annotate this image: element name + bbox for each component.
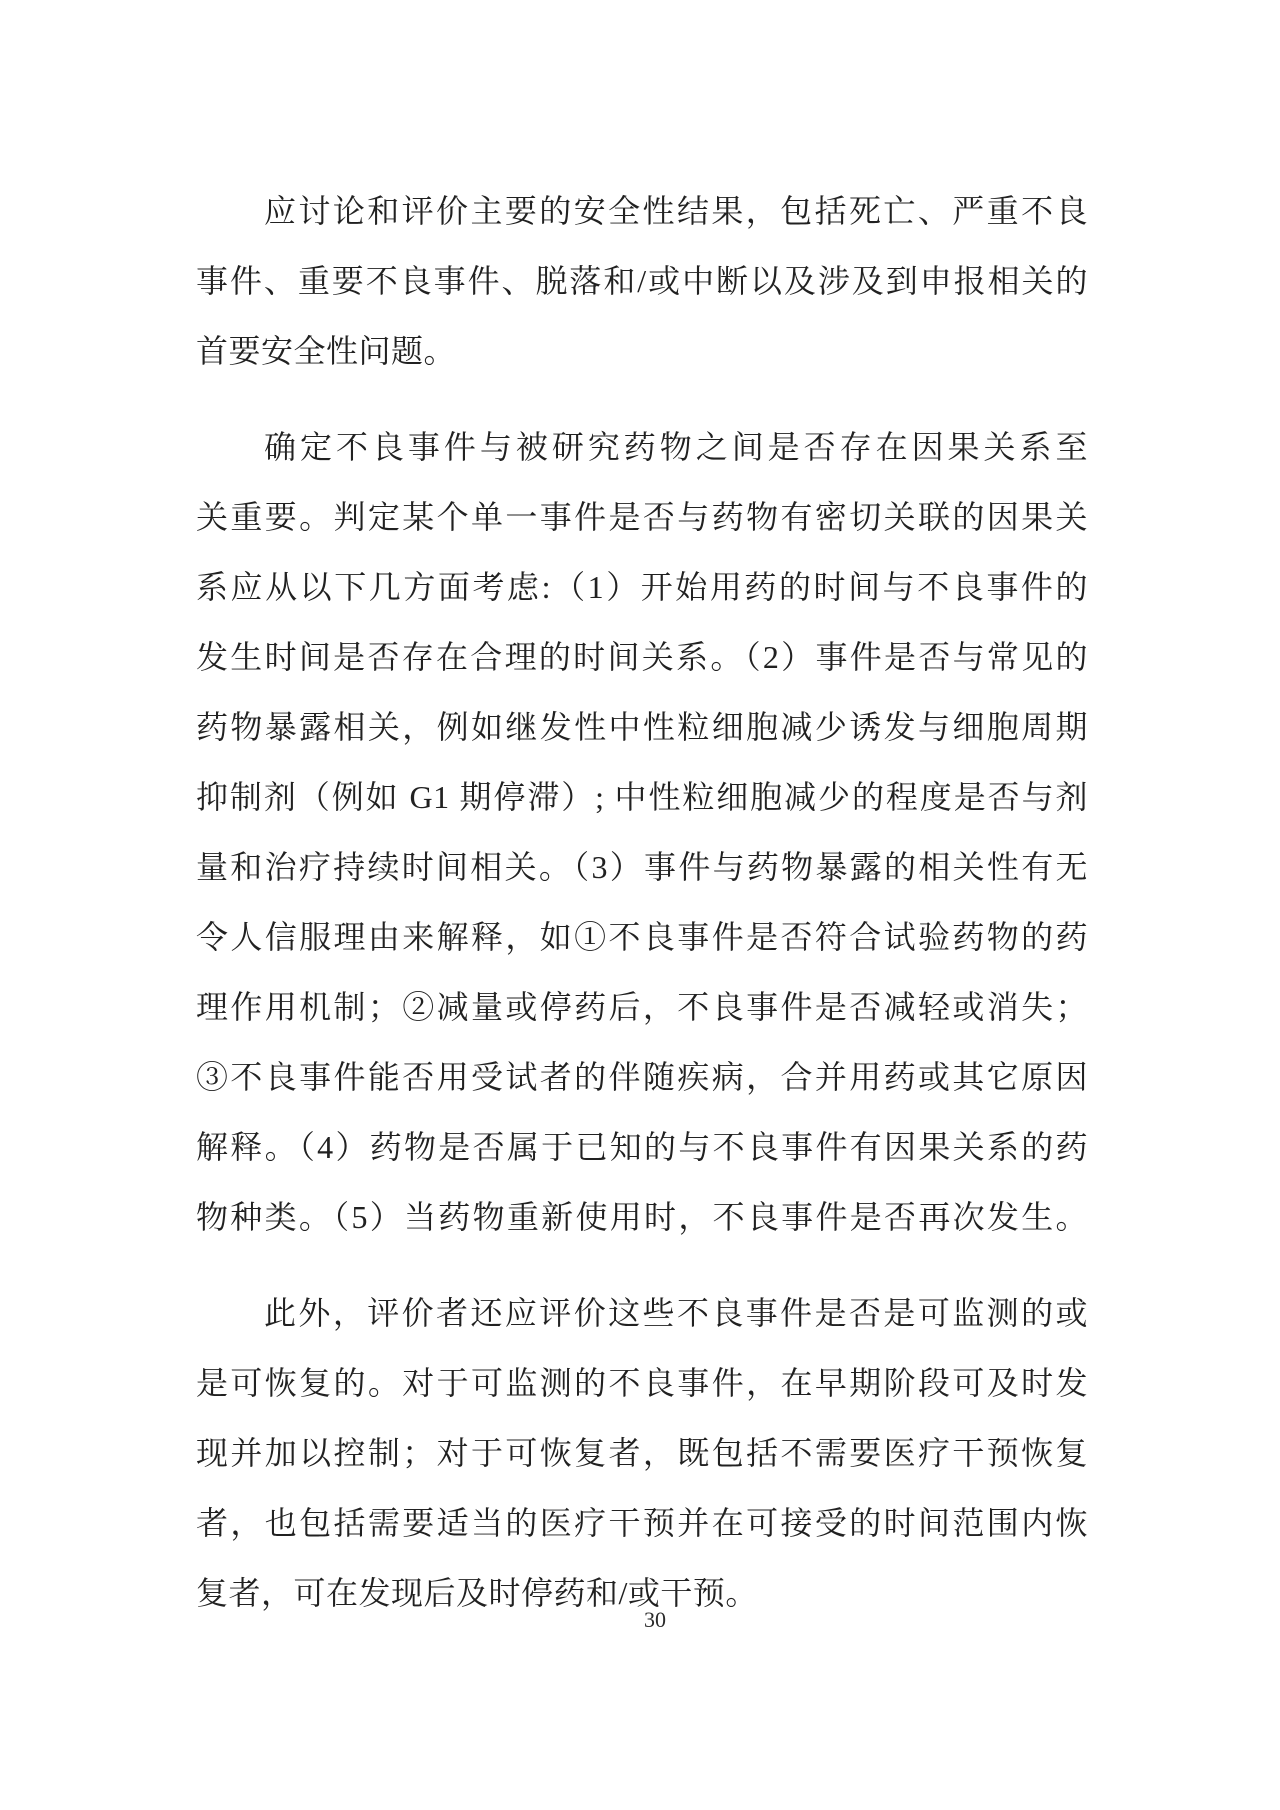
paragraph-monitorable-recoverable — [196, 1278, 1088, 1628]
page-number: 30 — [644, 1607, 666, 1632]
text-line: 现并加以控制；对于可恢复者，既包括不需要医疗干预恢复 — [196, 1435, 1088, 1471]
text-line: 关重要。判定某个单一事件是否与药物有密切关联的因果关 — [196, 499, 1088, 535]
text-line: 量和治疗持续时间相关。（3）事件与药物暴露的相关性有无 — [196, 849, 1088, 885]
text-line: ③不良事件能否用受试者的伴随疾病，合并用药或其它原因 — [196, 1059, 1088, 1095]
text-line: 应讨论和评价主要的安全性结果，包括死亡、严重不良 — [264, 193, 1088, 229]
text-line: 药物暴露相关，例如继发性中性粒细胞减少诱发与细胞周期 — [196, 709, 1088, 745]
text-line: 者，也包括需要适当的医疗干预并在可接受的时间范围内恢 — [196, 1505, 1088, 1541]
text-line: 此外，评价者还应评价这些不良事件是否是可监测的或 — [264, 1295, 1088, 1331]
paragraph-safety-results — [196, 176, 1088, 386]
text-line: 物种类。（5）当药物重新使用时，不良事件是否再次发生。 — [196, 1199, 1088, 1235]
text-line: 确定不良事件与被研究药物之间是否存在因果关系至 — [264, 429, 1088, 465]
text-line: 发生时间是否存在合理的时间关系。（2）事件是否与常见的 — [196, 639, 1088, 675]
text-line: 首要安全性问题。 — [196, 333, 457, 369]
text-line: 抑制剂（例如 G1 期停滞）; 中性粒细胞减少的程度是否与剂 — [196, 779, 1088, 815]
text-line: 令人信服理由来解释，如①不良事件是否符合试验药物的药 — [196, 919, 1088, 955]
text-line: 复者，可在发现后及时停药和/或干预。 — [196, 1575, 758, 1611]
document-body — [196, 176, 1088, 1628]
text-line: 事件、重要不良事件、脱落和/或中断以及涉及到申报相关的 — [196, 263, 1088, 299]
text-line: 理作用机制；②减量或停药后，不良事件是否减轻或消失； — [196, 989, 1088, 1025]
paragraph-causality-criteria — [196, 412, 1088, 1252]
text-line: 系应从以下几方面考虑:（1）开始用药的时间与不良事件的 — [196, 569, 1088, 605]
text-line: 是可恢复的。对于可监测的不良事件，在早期阶段可及时发 — [196, 1365, 1088, 1401]
text-line: 解释。（4）药物是否属于已知的与不良事件有因果关系的药 — [196, 1129, 1088, 1165]
